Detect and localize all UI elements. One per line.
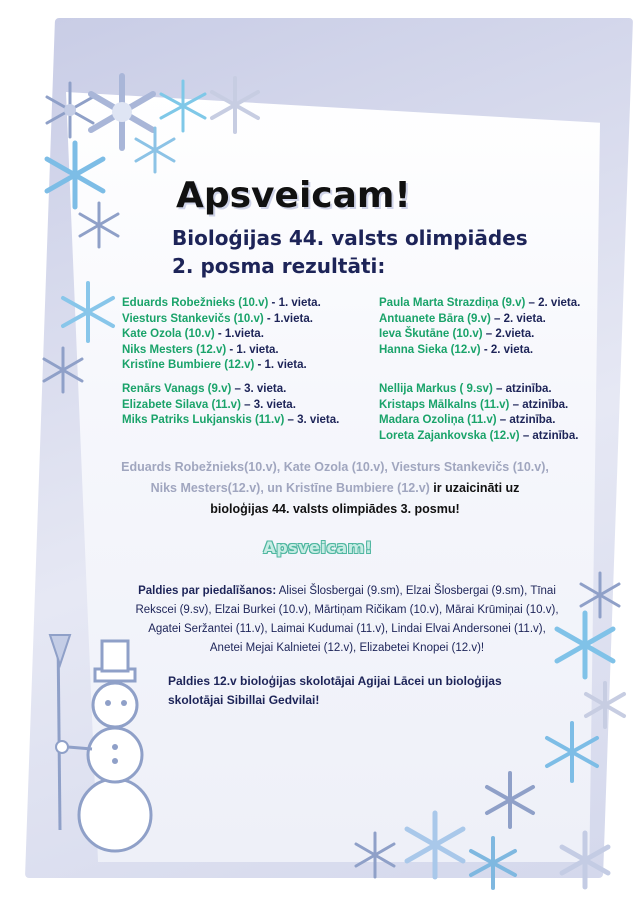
subtitle-line-2: 2. posma rezultāti: (172, 254, 386, 278)
result-item: Madara Ozoliņa (11.v) – atzinība. (379, 414, 556, 426)
teacher-thanks-line-1: Paldies 12.v bioloģijas skolotājai Agijai Lācei un bioloģijas (168, 674, 502, 688)
results-right-bottom (379, 382, 578, 444)
result-item: Kristaps Mālkalns (11.v) – atzinība. (379, 398, 569, 411)
result-item: Loreta Zajankovska (12.v) – atzinība. (379, 429, 579, 442)
page-subtitle (172, 224, 528, 280)
thanks-names: Alisei Šlosbergai (9.sm), Elzai Šlosbergai (9.sm), Tīnai Rekscei (9.sv), Elzai Burkei (10.v), Mārtiņam Ričikam (10.v), Mārai Krūmiņai (10.v), Agatei Seržantei (11.v), Laimai Kudumai (11.v), Lindai Elvai Andersonei (11.v), Anetei Mejai Kalnietei (12.v), Elizabetei Knopei (12.v)! (135, 585, 559, 654)
page-title: Apsveicam! (176, 175, 411, 216)
participation-thanks (132, 582, 562, 658)
result-item: Miks Patriks Lukjanskis (11.v) – 3. vieta. (122, 414, 340, 426)
congrats-heading: Apsveicam! (263, 538, 373, 557)
snowflake-icon (56, 280, 120, 344)
result-item: Elizabete Silava (11.v) – 3. vieta. (122, 398, 296, 411)
result-item: Ieva Škutāne (10.v) – 2.vieta. (379, 328, 535, 340)
snowflake-icon (74, 200, 124, 250)
snowflake-icon (400, 810, 470, 880)
result-item: Nellija Markus ( 9.sv) – atzinība. (379, 383, 552, 395)
result-item: Hanna Sieka (12.v) - 2. vieta. (379, 343, 534, 356)
snowflake-icon (38, 345, 88, 395)
result-item: Antuanete Bāra (9.v) – 2. vieta. (379, 312, 546, 325)
result-item: Paula Marta Strazdiņa (9.v) – 2. vieta. (379, 297, 581, 309)
snowflake-icon (350, 830, 400, 880)
result-item: Renārs Vanags (9.v) – 3. vieta. (122, 383, 287, 395)
qualified-text-a: ir uzaicināti uz (429, 481, 520, 495)
subtitle-line-1: Bioloģijas 44. valsts olimpiādes (172, 226, 528, 250)
results-left-top (122, 296, 321, 374)
result-item: Kristīne Bumbiere (12.v) - 1. vieta. (122, 359, 307, 371)
snowflake-icon (130, 125, 180, 175)
qualified-names-line-2: Niks Mesters(12.v), un Kristīne Bumbiere (12.v) (150, 481, 430, 495)
snowflake-icon (480, 770, 540, 830)
teacher-thanks-line-2: skolotājai Sibillai Gedvilai! (168, 693, 320, 707)
teacher-thanks (168, 672, 568, 710)
snowflake-icon (555, 830, 615, 890)
qualified-text-b: bioloģijas 44. valsts olimpiādes 3. posmu! (210, 502, 460, 516)
qualified-announcement (100, 457, 570, 520)
snowflake-icon (205, 75, 265, 135)
result-item: Viesturs Stankevičs (10.v) - 1.vieta. (122, 312, 313, 325)
snowflake-icon (540, 720, 604, 784)
results-right-top (379, 296, 580, 358)
qualified-names-line-1: Eduards Robežnieks(10.v), Kate Ozola (10.v), Viesturs Stankevičs (10.v), (121, 460, 549, 474)
snowflake-icon (465, 835, 521, 891)
result-item: Niks Mesters (12.v) - 1. vieta. (122, 343, 279, 356)
results-left-bottom (122, 382, 339, 429)
result-item: Kate Ozola (10.v) - 1.vieta. (122, 328, 264, 340)
snowman-icon (40, 625, 180, 855)
thanks-lead: Paldies par piedalīšanos: (138, 585, 277, 597)
result-item: Eduards Robežnieks (10.v) - 1. vieta. (122, 297, 321, 309)
